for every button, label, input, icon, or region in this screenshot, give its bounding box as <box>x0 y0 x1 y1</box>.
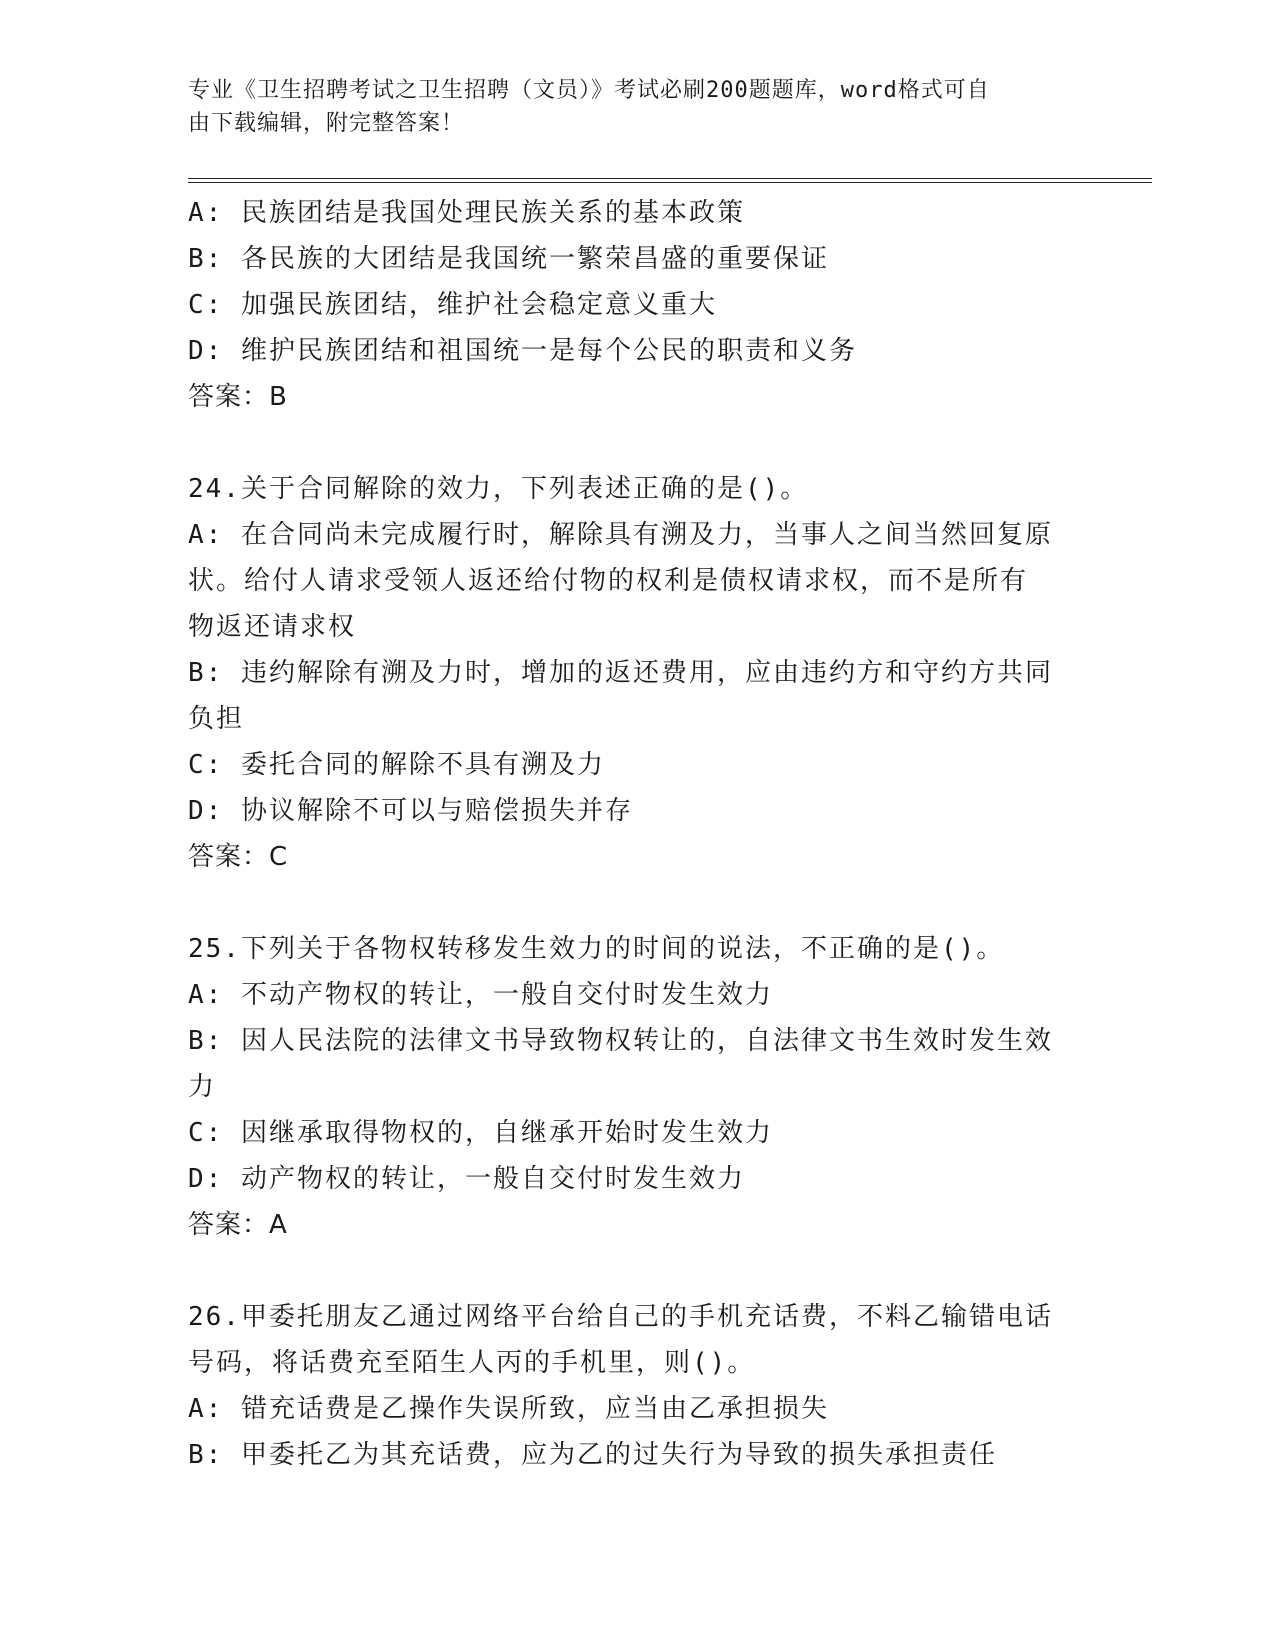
question-25-block <box>188 926 1088 1248</box>
q23-option-a: A: 民族团结是我国处理民族关系的基本政策 <box>188 198 745 228</box>
q25-option-a: A: 不动产物权的转让，一般自交付时发生效力 <box>188 980 773 1010</box>
question-23-block <box>188 190 1088 420</box>
q24-option-d: D: 协议解除不可以与赔偿损失并存 <box>188 796 633 826</box>
header-divider-bottom <box>188 182 1152 183</box>
q25-question: 25.下列关于各物权转移发生效力的时间的说法，不正确的是()。 <box>188 934 1005 964</box>
question-26-block <box>188 1294 1088 1478</box>
q25-option-c: C: 因继承取得物权的，自继承开始时发生效力 <box>188 1118 773 1148</box>
question-list <box>188 190 1088 1478</box>
header-divider-top <box>188 178 1152 179</box>
question-24-block <box>188 466 1088 880</box>
spacer <box>188 1248 1088 1294</box>
q24-option-a-line-1: A: 在合同尚未完成履行时，解除具有溯及力，当事人之间当然回复原 <box>188 520 1053 550</box>
q24-option-a-line-3: 物返还请求权 <box>188 612 357 642</box>
q26-option-a: A: 错充话费是乙操作失误所致，应当由乙承担损失 <box>188 1394 829 1424</box>
q25-answer: 答案：A <box>188 1210 288 1240</box>
q25-option-b-line-2: 力 <box>188 1072 217 1102</box>
q24-option-c: C: 委托合同的解除不具有溯及力 <box>188 750 605 780</box>
q23-option-d: D: 维护民族团结和祖国统一是每个公民的职责和义务 <box>188 336 857 366</box>
spacer <box>188 880 1088 926</box>
q24-option-b-line-2: 负担 <box>188 704 245 734</box>
q26-question-line-1: 26.甲委托朋友乙通过网络平台给自己的手机充话费，不料乙输错电话 <box>188 1302 1053 1332</box>
q26-question-line-2: 号码，将话费充至陌生人丙的手机里，则()。 <box>188 1348 756 1378</box>
header-line-2: 由下载编辑，附完整答案！ <box>188 111 465 136</box>
q23-option-c: C: 加强民族团结，维护社会稳定意义重大 <box>188 290 717 320</box>
q23-option-b: B: 各民族的大团结是我国统一繁荣昌盛的重要保证 <box>188 244 829 274</box>
spacer <box>188 420 1088 466</box>
q25-option-d: D: 动产物权的转让，一般自交付时发生效力 <box>188 1164 745 1194</box>
q24-option-a-line-2: 状。给付人请求受领人返还给付物的权利是债权请求权，而不是所有 <box>188 566 1029 596</box>
header-line-1: 专业《卫生招聘考试之卫生招聘（文员）》考试必刷200题题库，word格式可自 <box>188 78 990 103</box>
q25-option-b-line-1: B: 因人民法院的法律文书导致物权转让的，自法律文书生效时发生效 <box>188 1026 1053 1056</box>
q24-option-b-line-1: B: 违约解除有溯及力时，增加的返还费用，应由违约方和守约方共同 <box>188 658 1053 688</box>
q26-option-b: B: 甲委托乙为其充话费，应为乙的过失行为导致的损失承担责任 <box>188 1440 997 1470</box>
q24-question: 24.关于合同解除的效力，下列表述正确的是()。 <box>188 474 809 504</box>
document-header <box>188 74 1068 140</box>
q24-answer: 答案：C <box>188 842 289 872</box>
q23-answer: 答案：B <box>188 382 288 412</box>
